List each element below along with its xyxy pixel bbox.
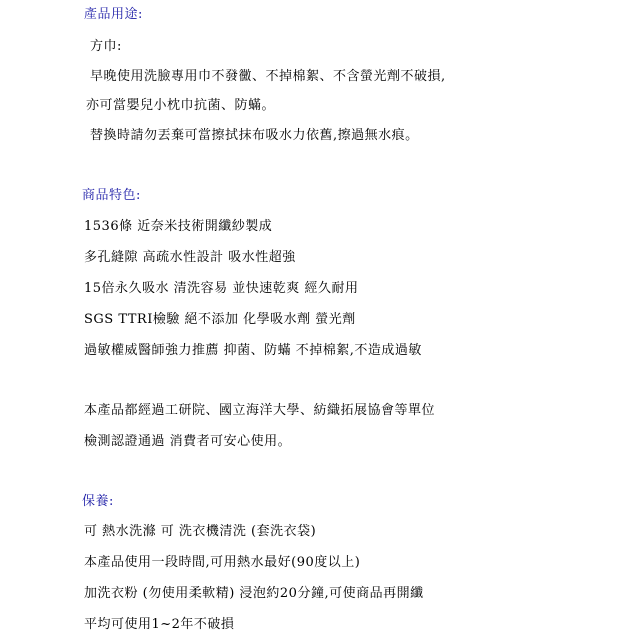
usage-line: 亦可當嬰兒小枕巾抗菌、防蟎。 (86, 98, 276, 113)
usage-item-title: 方巾: (90, 39, 122, 54)
care-heading: 保養: (82, 494, 114, 509)
care-line: 可 熱水洗滌 可 洗衣機清洗 (套洗衣袋) (84, 524, 317, 539)
certification-line: 本產品都經過工研院、國立海洋大學、紡織拓展協會等單位 (84, 403, 436, 418)
usage-line: 替換時請勿丟棄可當擦拭抹布吸水力依舊,擦過無水痕。 (90, 128, 419, 143)
usage-line: 早晚使用洗臉專用巾不發黴、不掉棉絮、不含螢光劑不破損, (90, 69, 446, 84)
feature-line: 1536條 近奈米技術開纖紗製成 (84, 219, 273, 234)
feature-line: 15倍永久吸水 清洗容易 並快速乾爽 經久耐用 (84, 281, 359, 296)
care-line: 加洗衣粉 (勿使用柔軟精) 浸泡約20分鐘,可使商品再開纖 (84, 586, 424, 601)
features-heading: 商品特色: (82, 188, 141, 203)
feature-line: 多孔縫隙 高疏水性設計 吸水性超強 (84, 250, 296, 265)
usage-heading: 產品用途: (84, 7, 143, 22)
care-line: 平均可使用1~2年不破損 (84, 617, 235, 632)
feature-line: 過敏權威醫師強力推薦 抑菌、防蟎 不掉棉絮,不造成過敏 (84, 343, 422, 358)
care-line: 本產品使用一段時間,可用熱水最好(90度以上) (84, 555, 361, 570)
feature-line: SGS TTRI檢驗 絕不添加 化學吸水劑 螢光劑 (84, 312, 356, 327)
certification-line: 檢測認證通過 消費者可安心使用。 (84, 434, 292, 449)
